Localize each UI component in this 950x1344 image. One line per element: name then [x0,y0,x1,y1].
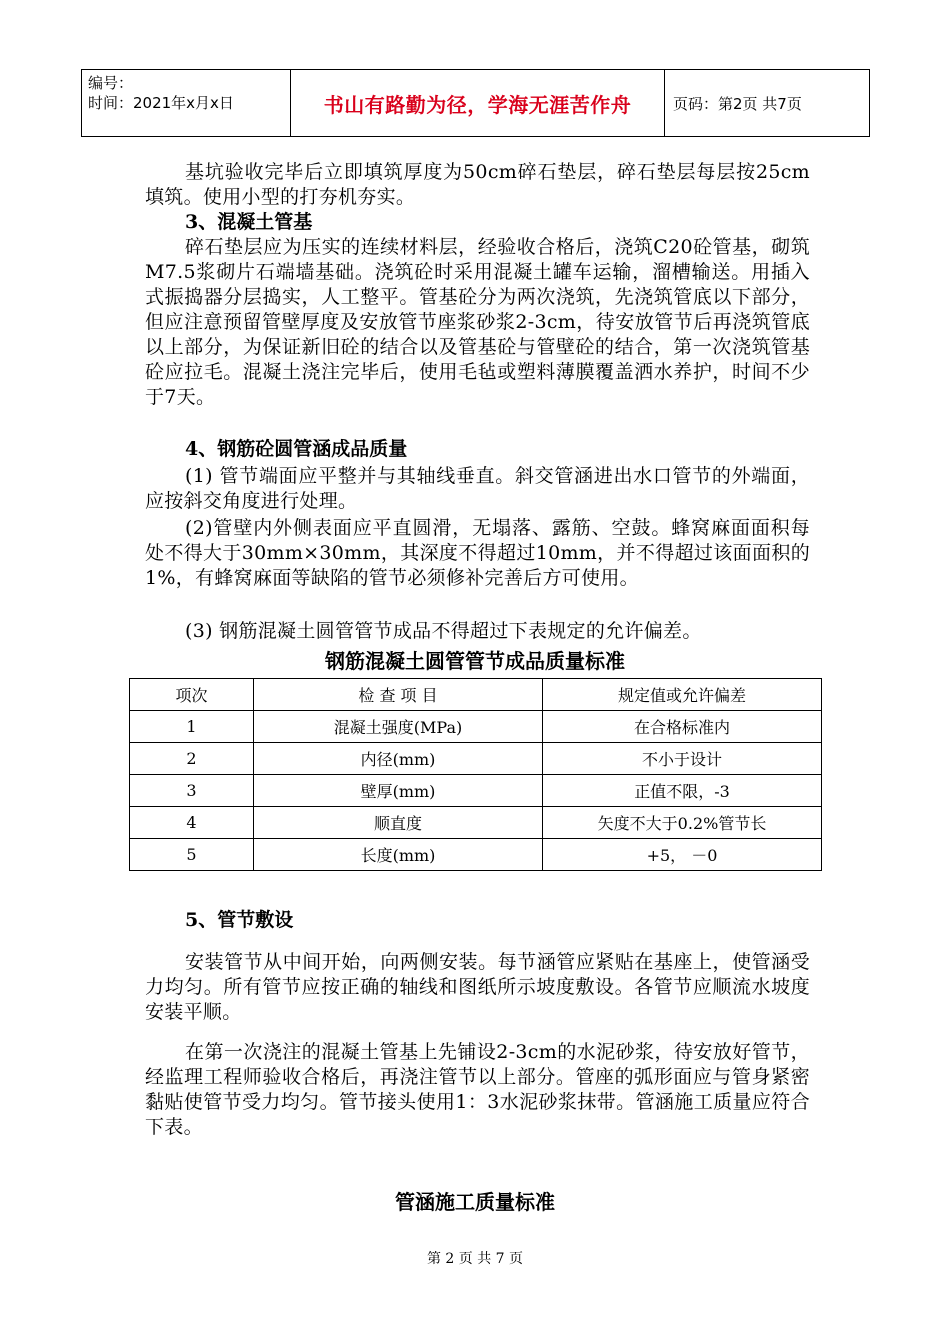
table-header-cell: 检 查 项 目 [254,679,543,711]
table-header-cell: 规定值或允许偏差 [543,679,822,711]
table-cell: 壁厚(mm) [254,775,543,807]
paragraph-gravel-bed: 基坑验收完毕后立即填筑厚度为50cm碎石垫层，碎石垫层每层按25cm填筑。使用小型的打夯机夯实。 [145,161,810,208]
document-header [81,69,870,137]
bottom-table-title: 管涵施工质量标准 [395,1190,555,1214]
table-cell: 4 [130,807,254,839]
table-header-row [130,679,822,711]
table-row [130,711,822,743]
heading-pipe-quality: 4、钢筋砼圆管涵成品质量 [185,438,408,460]
header-time: 时间：2021年x月x日 [88,94,234,112]
paragraph-mortar: 在第一次浇注的混凝土管基上先铺设2-3cm的水泥砂浆，待安放好管节，经监理工程师验收合格后，再浇注管节以上部分。管座的弧形面应与管身紧密黏贴使管节受力均匀。管节接头使用1：3水泥砂浆抹带。管涵施工质量应符合下表。 [145,1041,810,1138]
quality-item-2: (2)管壁内外侧表面应平直圆滑，无塌落、露筋、空鼓。蜂窝麻面面积每处不得大于30mm×30mm，其深度不得超过10mm，并不得超过该面面积的1%，有蜂窝麻面等缺陷的管节必须修补完善后方可使用。 [145,517,810,589]
table-row [130,807,822,839]
paragraph-pipe-laying: 安装管节从中间开始，向两侧安装。每节涵管应紧贴在基座上，使管涵受力均匀。所有管节应按正确的轴线和图纸所示坡度敷设。各管节应顺流水坡度安装平顺。 [145,951,810,1023]
table-cell: 1 [130,711,254,743]
header-meta [82,70,291,136]
table-cell: 内径(mm) [254,743,543,775]
table-cell: +5， －0 [543,839,822,871]
table-cell: 不小于设计 [543,743,822,775]
table-header-cell: 项次 [130,679,254,711]
table-cell: 矢度不大于0.2%管节长 [543,807,822,839]
paragraph-concrete-base: 碎石垫层应为压实的连续材料层，经验收合格后，浇筑C20砼管基，砌筑M7.5浆砌片石端墙基础。浇筑砼时采用混凝土罐车运输，溜槽输送。用插入式振捣器分层捣实，人工整平。管基砼分为两次浇筑，先浇筑管底以下部分，但应注意预留管壁厚度及安放管节座浆砂浆2-3cm，待安放管节后再浇筑管底以上部分，为保证新旧砼的结合以及管基砼与管壁砼的结合，第一次浇筑管基砼应拉毛。混凝土浇注完毕后，使用毛毡或塑料薄膜覆盖洒水养护，时间不少于7天。 [145,236,810,408]
table-title: 钢筋混凝土圆管管节成品质量标准 [325,649,625,673]
header-number: 编号： [88,74,134,92]
quality-standard-table [129,678,822,871]
header-page: 页码：第2页 共7页 [673,94,802,113]
table-cell: 正值不限，-3 [543,775,822,807]
table-row [130,839,822,871]
table-row [130,743,822,775]
table-cell: 顺直度 [254,807,543,839]
table-cell: 在合格标准内 [543,711,822,743]
heading-pipe-laying: 5、管节敷设 [185,909,294,931]
quality-item-1: (1) 管节端面应平整并与其轴线垂直。斜交管涵进出水口管节的外端面，应按斜交角度进行处理。 [145,465,810,512]
table-cell: 2 [130,743,254,775]
header-motto: 书山有路勤为径，学海无涯苦作舟 [291,70,665,136]
page-footer: 第 2 页 共 7 页 [426,1251,524,1267]
table-row [130,775,822,807]
quality-item-3: (3) 钢筋混凝土圆管管节成品不得超过下表规定的允许偏差。 [185,620,702,642]
table-cell: 5 [130,839,254,871]
table-cell: 混凝土强度(MPa) [254,711,543,743]
table-cell: 长度(mm) [254,839,543,871]
heading-concrete-base: 3、混凝土管基 [185,211,313,233]
table-cell: 3 [130,775,254,807]
